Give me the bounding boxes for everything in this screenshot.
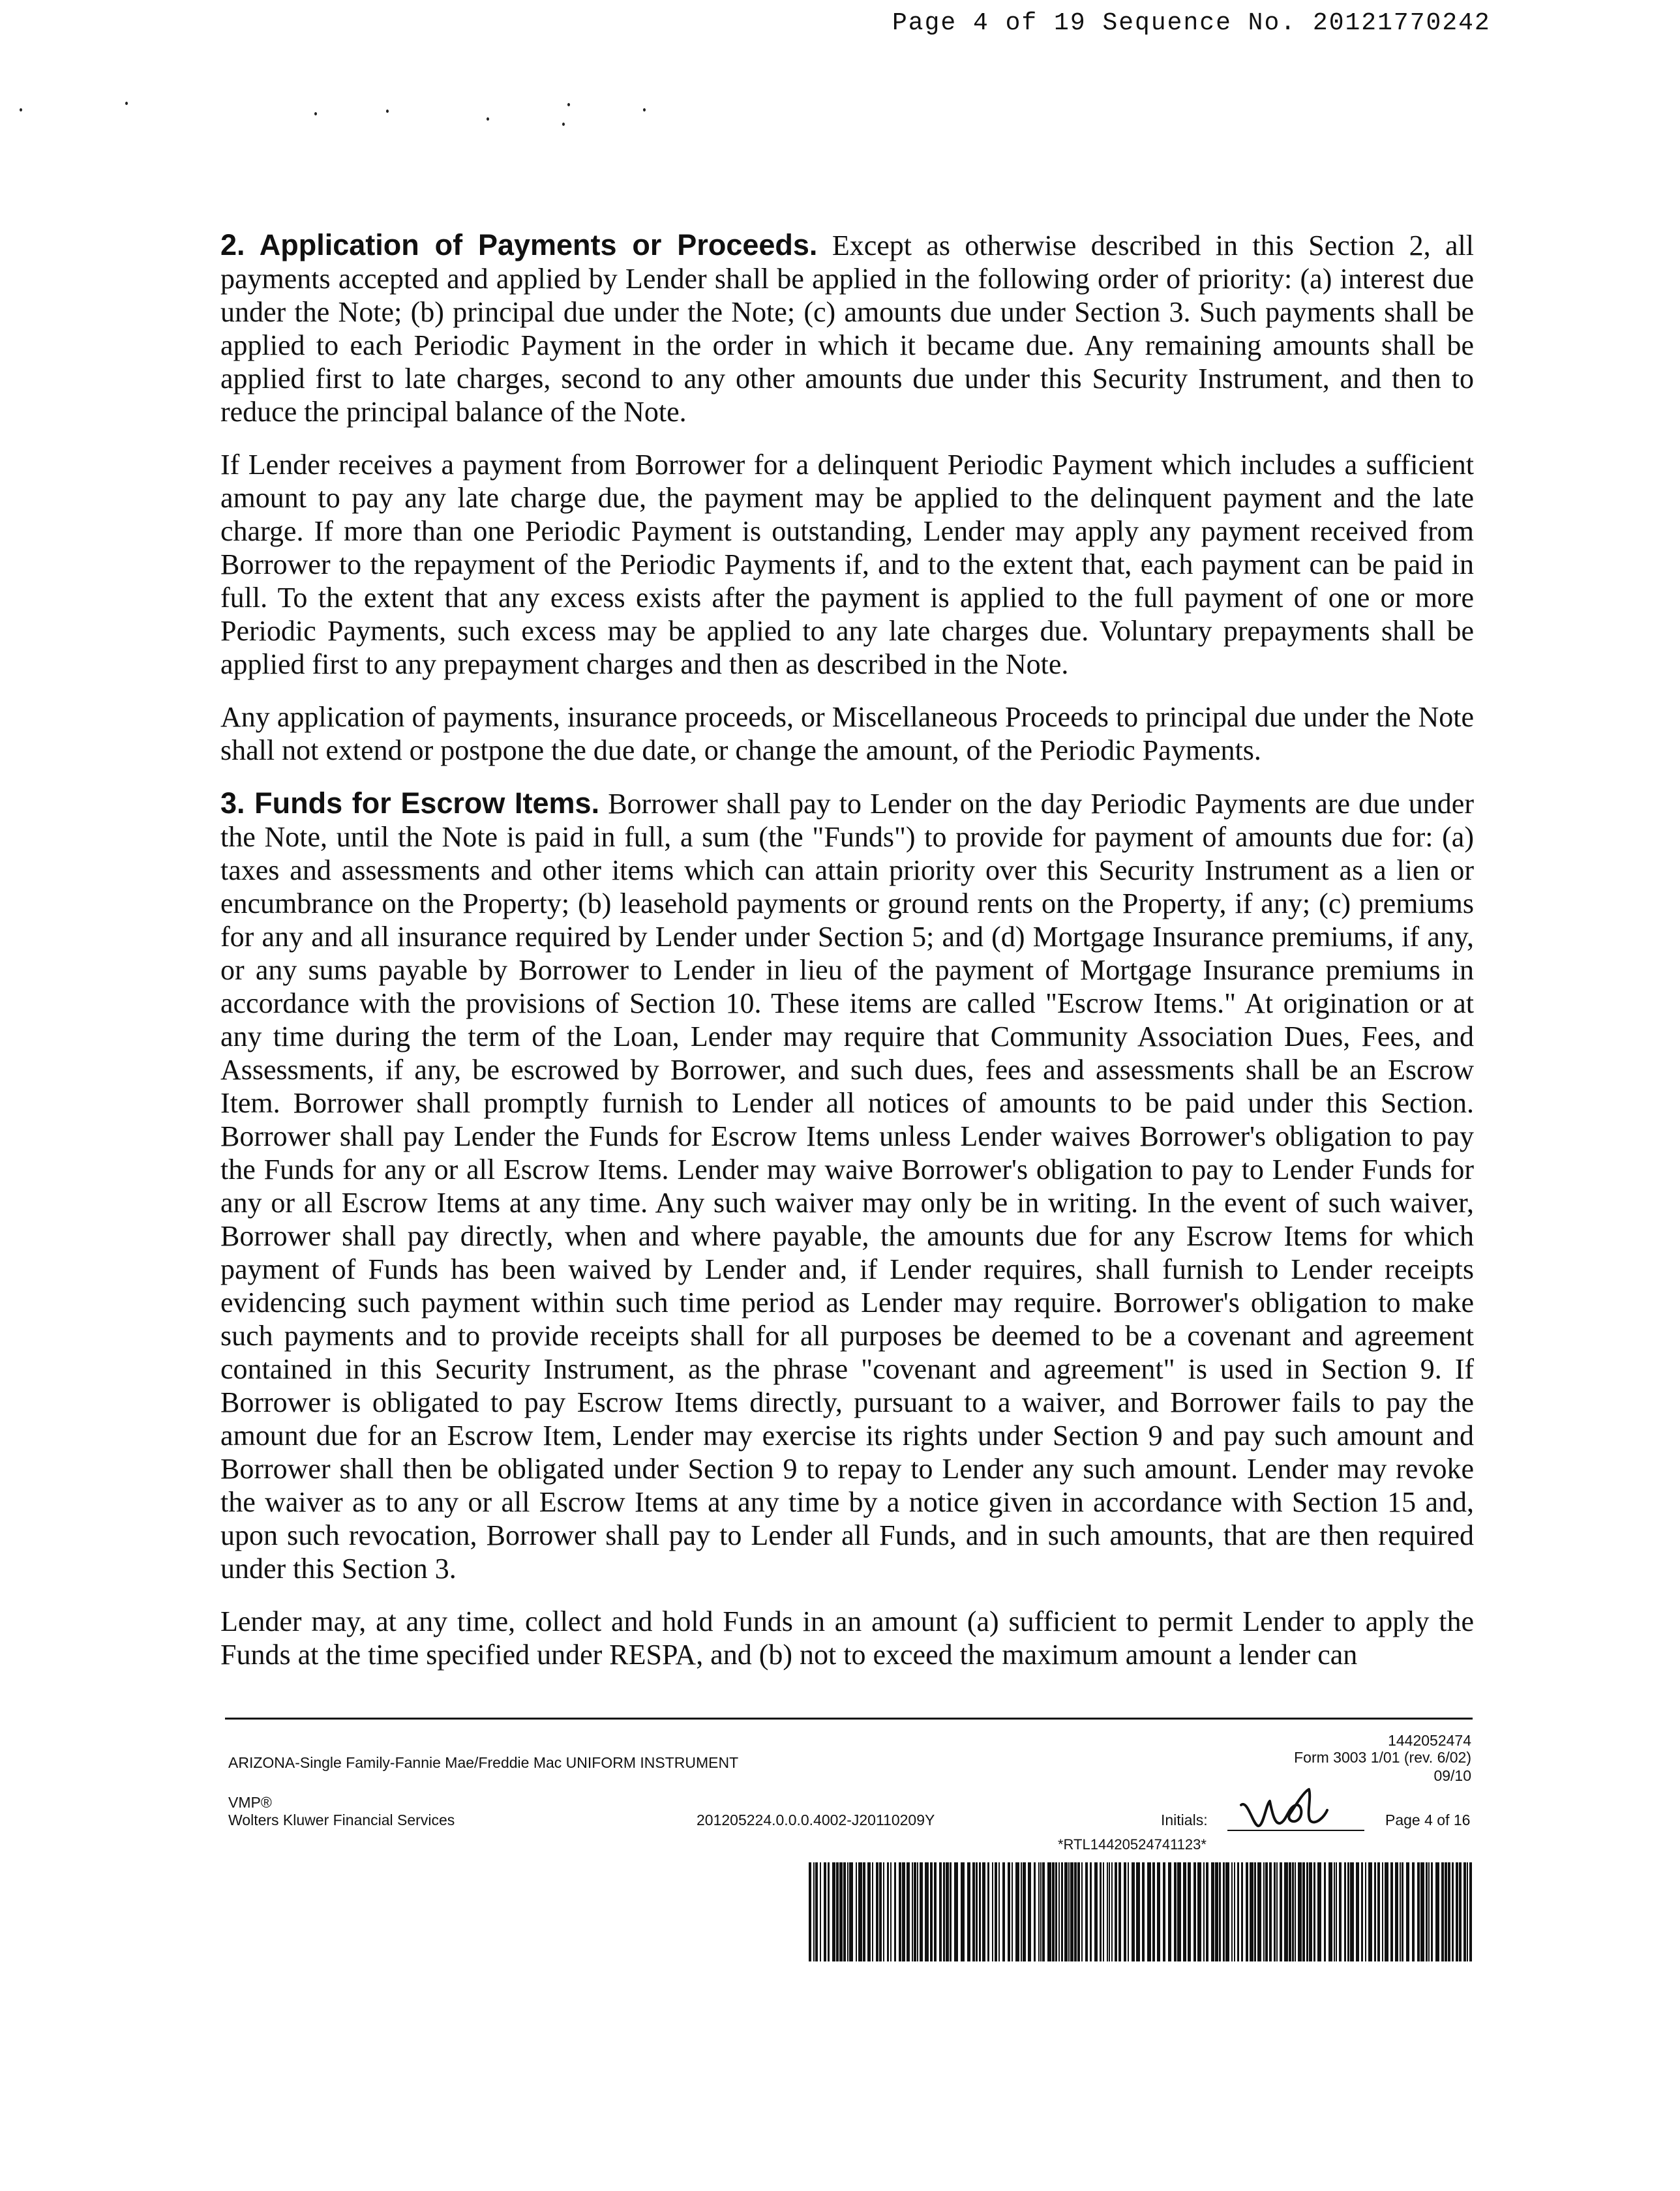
barcode-bar	[849, 1862, 853, 1961]
section-2-text: Except as otherwise described in this Section 2, all payments accepted and applied by Lender shall be applied in the following order of priority: (a) interest due under the Note; (b) principal due under the Note; (c) amounts due under Section 3. Such payments shall be applied to each Periodic Payment in the order in which it became due. Any remaining amounts shall be applied first to late charges, second to any other amounts due under this Security Instrument, and then to reduce the principal balance of the Note.	[220, 230, 1475, 428]
barcode-bar	[1152, 1862, 1155, 1961]
barcode-bar	[930, 1862, 933, 1961]
barcode-bar	[1052, 1862, 1055, 1961]
barcode-bar	[925, 1862, 929, 1961]
barcode-bar	[1452, 1862, 1454, 1961]
footer-loan-number: 1442052474	[1388, 1732, 1471, 1749]
barcode-bar	[1328, 1862, 1332, 1961]
barcode-bar	[1250, 1862, 1253, 1961]
barcode-bar	[828, 1862, 830, 1961]
barcode-bar	[1400, 1862, 1401, 1961]
barcode-bar	[1215, 1862, 1218, 1961]
barcode-bar	[1463, 1862, 1466, 1961]
barcode-bar	[1365, 1862, 1366, 1961]
barcode-bar	[809, 1862, 811, 1961]
barcode-bar	[967, 1862, 970, 1961]
barcode-bar	[1021, 1862, 1022, 1961]
section-3-title: 3. Funds for Escrow Items.	[220, 786, 600, 820]
document-body	[220, 228, 1474, 1691]
barcode-bar	[836, 1862, 839, 1961]
barcode-bar	[1038, 1862, 1040, 1961]
barcode-bar	[1188, 1862, 1191, 1961]
barcode-bar	[1435, 1862, 1439, 1961]
footer-form-number: Form 3003 1/01 (rev. 6/02)	[1294, 1749, 1471, 1766]
barcode-bar	[1309, 1862, 1312, 1961]
barcode-bar	[1042, 1862, 1045, 1961]
barcode-bar	[992, 1862, 993, 1961]
barcode-bar	[1417, 1862, 1420, 1961]
barcode-bar	[1448, 1862, 1450, 1961]
barcode-bar	[1412, 1862, 1415, 1961]
barcode-bar	[995, 1862, 997, 1961]
barcode-bar	[887, 1862, 889, 1961]
barcode-bar	[1356, 1862, 1359, 1961]
barcode-bar	[1109, 1862, 1110, 1961]
barcode-bar	[899, 1862, 901, 1961]
barcode-bar	[972, 1862, 975, 1961]
barcode-bar	[1456, 1862, 1458, 1961]
barcode-bar	[1136, 1862, 1140, 1961]
barcode-bar	[1203, 1862, 1205, 1961]
barcode-bar	[1344, 1862, 1346, 1961]
barcode-bar	[1068, 1862, 1070, 1961]
barcode-bar	[1420, 1862, 1424, 1961]
barcode-bar	[1111, 1862, 1113, 1961]
barcode-bar	[1023, 1862, 1026, 1961]
barcode-bar	[982, 1862, 985, 1961]
scan-specks	[0, 98, 717, 137]
barcode-bar	[1118, 1862, 1121, 1961]
barcode-bar	[1459, 1862, 1462, 1961]
page-header: Page 4 of 19 Sequence No. 20121770242	[892, 9, 1491, 37]
section-3-paragraph-2: Lender may, at any time, collect and hold Funds in an amount (a) sufficient to permit Lender to apply the Funds at the time specified under RESPA, and (b) not to exceed the maximum amount a lender can	[220, 1605, 1474, 1671]
barcode-bar	[1094, 1862, 1098, 1961]
barcode-bar	[902, 1862, 905, 1961]
barcode-bar	[946, 1862, 949, 1961]
barcode-bar	[907, 1862, 910, 1961]
barcode-bar	[1225, 1862, 1229, 1961]
section-2-paragraph-1	[220, 228, 1474, 428]
barcode-bar	[1347, 1862, 1349, 1961]
barcode-bar	[1445, 1862, 1447, 1961]
barcode-bar	[1276, 1862, 1278, 1961]
barcode-bar	[1467, 1862, 1468, 1961]
barcode-bar	[1292, 1862, 1294, 1961]
barcode-bar	[1246, 1862, 1248, 1961]
barcode-bar	[1193, 1862, 1196, 1961]
barcode-bar	[934, 1862, 937, 1961]
section-2-title: 2. Application of Payments or Proceeds.	[220, 228, 818, 261]
footer-publisher: Wolters Kluwer Financial Services	[228, 1811, 455, 1828]
barcode-bar	[1426, 1862, 1428, 1961]
barcode-bar	[920, 1862, 923, 1961]
footer-doc-code: 201205224.0.0.0.4002-J20110209Y	[697, 1811, 935, 1828]
barcode-bar	[1197, 1862, 1201, 1961]
barcode-bar	[824, 1862, 826, 1961]
barcode-bar	[1269, 1862, 1272, 1961]
barcode-bar	[1100, 1862, 1102, 1961]
barcode-bar	[979, 1862, 981, 1961]
barcode-bar	[1428, 1862, 1430, 1961]
barcode-bar	[1157, 1862, 1160, 1961]
barcode-bar	[839, 1862, 843, 1961]
barcode-bar	[1368, 1862, 1372, 1961]
barcode-bar	[1234, 1862, 1235, 1961]
barcode-bar	[976, 1862, 978, 1961]
barcode-bar	[1070, 1862, 1073, 1961]
footer-divider	[225, 1718, 1473, 1720]
barcode-bar	[1015, 1862, 1019, 1961]
barcode-bar	[1064, 1862, 1068, 1961]
barcode-bar	[1334, 1862, 1335, 1961]
barcode-bar	[1361, 1862, 1363, 1961]
barcode-bar	[1074, 1862, 1077, 1961]
barcode-bar	[1085, 1862, 1088, 1961]
barcode-bar	[943, 1862, 945, 1961]
barcode-bar	[1103, 1862, 1104, 1961]
barcode-bar	[1385, 1862, 1388, 1961]
barcode-bar	[1168, 1862, 1171, 1961]
barcode-bar	[1350, 1862, 1354, 1961]
footer-form-title: ARIZONA-Single Family-Fannie Mae/Freddie Mac UNIFORM INSTRUMENT	[228, 1754, 739, 1771]
barcode-bar	[1107, 1862, 1108, 1961]
barcode-bar	[1132, 1862, 1135, 1961]
barcode-bar	[1077, 1862, 1080, 1961]
barcode-bar	[820, 1862, 821, 1961]
barcode-bar	[1317, 1862, 1321, 1961]
section-2-paragraph-3: Any application of payments, insurance proceeds, or Miscellaneous Proceeds to principal due under the Note shall not extend or postpone the due date, or change the amount, of the Periodic Payments.	[220, 701, 1474, 766]
barcode-bar	[950, 1862, 952, 1961]
barcode-bar	[1469, 1862, 1472, 1961]
barcode-bar	[1382, 1862, 1383, 1961]
barcode-bar	[1008, 1862, 1010, 1961]
barcode-bar	[1002, 1862, 1005, 1961]
barcode-bar	[1265, 1862, 1268, 1961]
barcode-bar	[1377, 1862, 1380, 1961]
barcode-bar	[1128, 1862, 1129, 1961]
barcode-bar	[1211, 1862, 1214, 1961]
footer-vmp: VMP®	[228, 1794, 272, 1811]
barcode-bar	[1402, 1862, 1403, 1961]
barcode-bar	[1324, 1862, 1326, 1961]
barcode-bar	[1040, 1862, 1042, 1961]
barcode-bar	[1047, 1862, 1051, 1961]
barcode-bar	[1058, 1862, 1060, 1961]
section-3-text: Borrower shall pay to Lender on the day Periodic Payments are due under the Note, until the Note is paid in full, a sum (the "Funds") to provide for payment of amounts due for: (a) taxes and assessments and other items which can attain priority over this Security Instrument as a lien or encumbrance on the Property; (b) leasehold payments or ground rents on the Property, if any; (c) premiums for any and all insurance required by Lender under Section 5; and (d) Mortgage Insurance premiums, if any, or any sums payable by Borrower to Lender in lieu of the payment of Mortgage Insurance premiums in accordance with the provisions of Section 10. These items are called "Escrow Items." At origination or at any time during the term of the Loan, Lender may require that Community Association Dues, Fees, and Assessments, if any, be escrowed by Borrower, and such dues, fees and assessments shall be an Escrow Item. Borrower shall promptly furnish to Lender all notices of amounts to be paid under this Section. Borrower shall pay Lender the Funds for Escrow Items unless Lender waives Borrower's obligation to pay the Funds for any or all Escrow Items. Lender may waive Borrower's obligation to pay to Lender Funds for any or all Escrow Items at any time. Any such waiver may only be in writing. In the event of such waiver, Borrower shall pay directly, when and where payable, the amounts due for any Escrow Items for which payment of Funds has been waived by Lender and, if Lender requires, shall furnish to Lender receipts evidencing such payment within such time period as Lender may require. Borrower's obligation to make such payments and to provide receipts shall for all purposes be deemed to be a covenant and agreement contained in this Security Instrument, as the phrase "covenant and agreement" is used in Section 9. If Borrower is obligated to pay Escrow Items directly, pursuant to a waiver, and Borrower fails to pay the amount due for an Escrow Item, Lender may exercise its rights under Section 9 and pay such amount and Borrower shall then be obligated under Section 9 to repay to Lender any such amount. Lender may revoke the waiver as to any or all Escrow Items at any time by a notice given in accordance with Section 15 and, upon such revocation, Borrower shall pay to Lender all Funds, and in such amounts, that are then required under this Section 3.	[220, 788, 1474, 1585]
barcode-bar	[1177, 1862, 1181, 1961]
barcode-bar	[856, 1862, 857, 1961]
barcode-bar	[890, 1862, 892, 1961]
barcode-bar	[843, 1862, 846, 1961]
barcode-text: *RTL14420524741123*	[1058, 1836, 1207, 1853]
barcode-bar	[1081, 1862, 1083, 1961]
section-2-paragraph-2: If Lender receives a payment from Borrower for a delinquent Periodic Payment which includes a sufficient amount to pay any late charge due, the payment may be applied to the delinquent payment and the late charge. If more than one Periodic Payment is outstanding, Lender may apply any payment received from Borrower to the repayment of the Periodic Payments if, and to the extent that, each payment can be paid in full. To the extent that any excess exists after the payment is applied to the full payment of one or more Periodic Payments, such excess may be applied to any late charges due. Voluntary prepayments shall be applied first to any prepayment charges and then as described in the Note.	[220, 449, 1474, 680]
barcode-bar	[1441, 1862, 1444, 1961]
barcode-bar	[1012, 1862, 1013, 1961]
barcode-bar	[912, 1862, 913, 1961]
barcode-bar	[1061, 1862, 1063, 1961]
footer-form-date: 09/10	[1433, 1767, 1471, 1784]
barcode-bar	[858, 1862, 862, 1961]
footer-page-label: Page 4 of 16	[1385, 1811, 1471, 1828]
barcode-bar	[872, 1862, 873, 1961]
initials-signature	[1236, 1785, 1334, 1838]
barcode-bar	[1302, 1862, 1305, 1961]
barcode-bar	[1206, 1862, 1208, 1961]
barcode-bar	[813, 1862, 815, 1961]
barcode-bar	[1254, 1862, 1256, 1961]
barcode-bar	[1306, 1862, 1308, 1961]
barcode-bar	[883, 1862, 884, 1961]
barcode-bar	[1241, 1862, 1243, 1961]
barcode-bar	[1406, 1862, 1409, 1961]
barcode-bar	[1174, 1862, 1177, 1961]
barcode-bar	[1231, 1862, 1233, 1961]
barcode-bar	[1028, 1862, 1031, 1961]
barcode-bar	[1219, 1862, 1221, 1961]
barcode-bar	[987, 1862, 989, 1961]
barcode-bar	[1374, 1862, 1376, 1961]
barcode-bar	[1183, 1862, 1186, 1961]
barcode-bar	[1090, 1862, 1092, 1961]
barcode-bar	[1274, 1862, 1276, 1961]
barcode-bar	[914, 1862, 916, 1961]
barcode-bar	[1257, 1862, 1261, 1961]
barcode-bar	[1263, 1862, 1265, 1961]
barcode-bar	[1431, 1862, 1433, 1961]
barcode-bar	[1395, 1862, 1398, 1961]
barcode-bar	[939, 1862, 942, 1961]
barcode-bar	[1163, 1862, 1165, 1961]
barcode-bar	[832, 1862, 835, 1961]
barcode-bar	[954, 1862, 958, 1961]
barcode-bar	[1313, 1862, 1315, 1961]
barcode-bar	[1124, 1862, 1126, 1961]
barcode-bar	[879, 1862, 882, 1961]
barcode-bar	[1034, 1862, 1036, 1961]
barcode-bar	[1295, 1862, 1296, 1961]
barcode-bar	[1284, 1862, 1288, 1961]
footer-initials-label: Initials:	[1161, 1811, 1208, 1828]
barcode-bar	[876, 1862, 878, 1961]
barcode-bar	[1390, 1862, 1393, 1961]
barcode-bar	[815, 1862, 818, 1961]
barcode-bar	[1280, 1862, 1282, 1961]
barcode-bar	[1289, 1862, 1291, 1961]
barcode-bar	[1115, 1862, 1117, 1961]
barcode-bar	[867, 1862, 871, 1961]
barcode-bar	[1237, 1862, 1239, 1961]
barcode-bar	[998, 1862, 1000, 1961]
barcode-bar	[863, 1862, 865, 1961]
barcode-bar	[917, 1862, 918, 1961]
barcode-bar	[847, 1862, 848, 1961]
barcode-bar	[1298, 1862, 1302, 1961]
section-3-paragraph-1	[220, 786, 1474, 1585]
barcode-bar	[894, 1862, 896, 1961]
barcode	[809, 1862, 1474, 1961]
barcode-bar	[1339, 1862, 1342, 1961]
barcode-bar	[1147, 1862, 1151, 1961]
barcode-bar	[1336, 1862, 1337, 1961]
barcode-bar	[1055, 1862, 1057, 1961]
barcode-bar	[1223, 1862, 1225, 1961]
barcode-bar	[961, 1862, 965, 1961]
barcode-bar	[1142, 1862, 1145, 1961]
